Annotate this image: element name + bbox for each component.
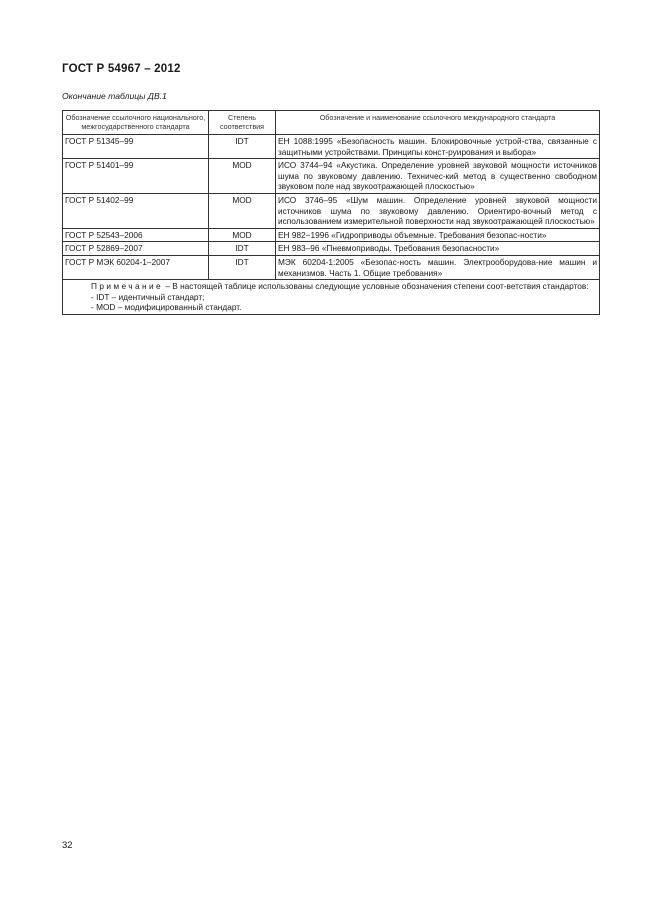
note-label: Примечание [91,281,164,292]
table-note-row [63,280,600,315]
degree-cell: MOD [209,228,276,242]
national-standard-cell: ГОСТ Р МЭК 60204-1–2007 [63,255,209,279]
national-standard-cell: ГОСТ Р 52869–2007 [63,242,209,256]
international-standard-cell: ИСО 3744–94 «Акустика. Определение уровней звуковой мощности источников шума по звуковому давлению. Техничес-кий метод в существенно свободном звуковом поле над звукоотражающей плоскостью» [276,159,600,194]
note-text: – В настоящей таблице использованы следующие условные обозначения степени соот-ветствия стандартов: [163,281,589,292]
table-row [63,193,600,228]
column-header-national: Обозначение ссылочного национального, межгосударственного стандарта [63,111,209,135]
international-standard-cell: ЕН 1088:1995 «Безопасность машин. Блокировочные устрой-ства, связанные с защитными устройствами. Принципы конст-руирования и выбора» [276,135,600,159]
note-item-idt: - IDT – идентичный стандарт; [91,291,205,302]
column-header-international: Обозначение и наименование ссылочного международного стандарта [276,111,600,135]
degree-cell: IDT [209,255,276,279]
reference-standards-table [62,110,600,315]
table-row [63,255,600,279]
table-header-row [63,111,600,135]
degree-cell: IDT [209,242,276,256]
degree-cell: MOD [209,159,276,194]
table-row [63,228,600,242]
international-standard-cell: ЕН 982−1996 «Гидроприводы объемные. Требования безопас-ности» [276,228,600,242]
international-standard-cell: ЕН 983–96 «Пневмоприводы. Требования безопасности» [276,242,600,256]
degree-cell: MOD [209,193,276,228]
column-header-degree: Степень соответствия [209,111,276,135]
international-standard-cell: ИСО 3746–95 «Шум машин. Определение уровней звуковой мощности источников шума по звуковому давлению. Ориентиро-вочный метод с использованием измерительной поверхности над звукоотражающей плоскостью» [276,193,600,228]
note-item-mod: - MOD – модифицированный стандарт. [91,302,242,313]
national-standard-cell: ГОСТ Р 51345–99 [63,135,209,159]
national-standard-cell: ГОСТ Р 52543–2006 [63,228,209,242]
page-number: 32 [62,840,73,851]
national-standard-cell: ГОСТ Р 51401–99 [63,159,209,194]
degree-cell: IDT [209,135,276,159]
table-row [63,242,600,256]
table-note [63,280,600,315]
table-row [63,159,600,194]
note-intro [65,281,597,292]
document-title: ГОСТ Р 54967 – 2012 [62,63,181,75]
national-standard-cell: ГОСТ Р 51402–99 [63,193,209,228]
international-standard-cell: МЭК 60204-1:2005 «Безопас-ность машин. Электрооборудова-ние машин и механизмов. Часть 1. Общие требования» [276,255,600,279]
table-caption: Окончание таблицы ДВ.1 [62,91,167,101]
table-row [63,135,600,159]
